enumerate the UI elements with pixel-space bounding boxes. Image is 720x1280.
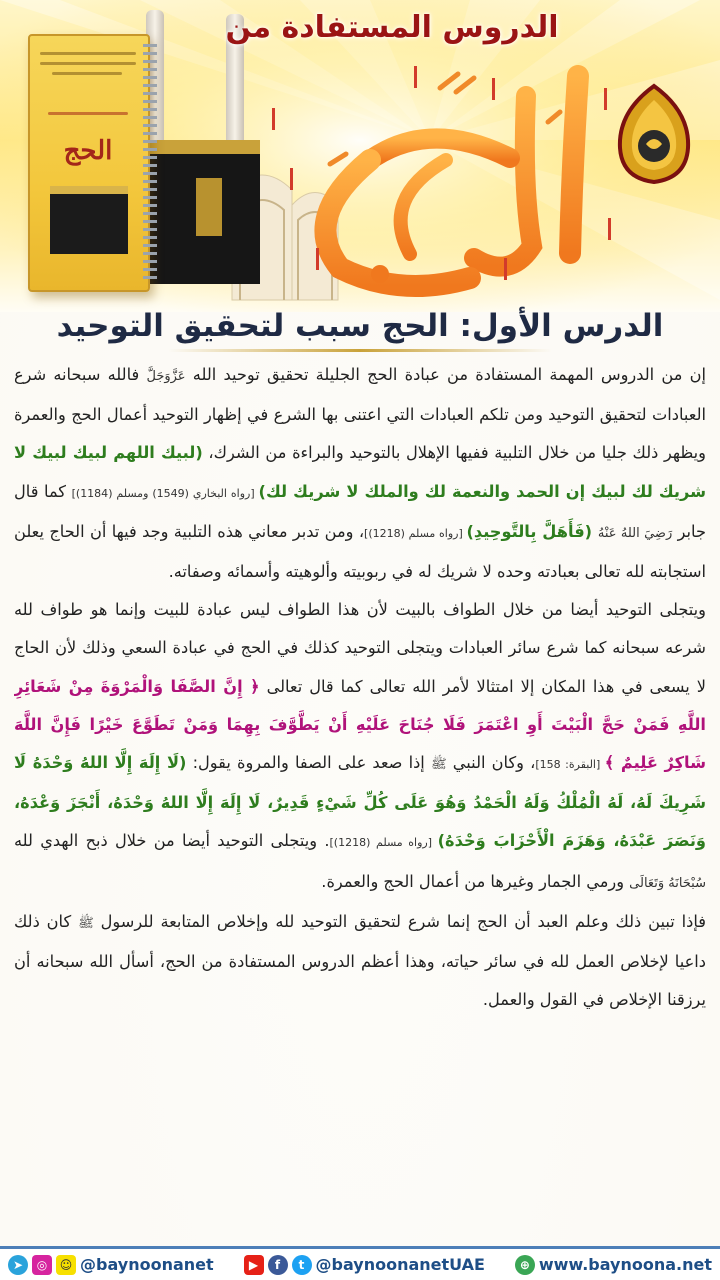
citation: [رواه مسلم (1218)]: [364, 526, 467, 540]
paragraph-3: [14, 903, 706, 1020]
accent-mark: [272, 108, 275, 130]
quran-verse: ﴿ إِنَّ الصَّفَا وَالْمَرْوَةَ مِنْ شَعَائِرِ اللَّهِ فَمَنْ حَجَّ الْبَيْتَ أَوِ اعْتَمَرَ فَلَا جُنَاحَ عَلَيْهِ أَنْ يَطَّوَّفَ بِهِمَا وَمَنْ تَطَوَّعَ خَيْرًا فَإِنَّ اللَّهَ شَاكِرٌ عَلِيمٌ ﴾: [14, 676, 706, 773]
book-kaaba-image: [50, 186, 128, 254]
instagram-icon[interactable]: ◎: [32, 1255, 52, 1275]
handle-baynoonanetUAE[interactable]: @baynoonanetUAE: [315, 1255, 485, 1274]
text: فالله سبحانه شرع العبادات لتحقيق التوحيد ومن تلكم العبادات التي اعتنى بها الشرع في إظهار التوحيد أعمال الحج والعمرة ويظهر ذلك جليا من خلال التلبية ففيها الإهلال بالتوحيد والبراءة من الشرك،: [14, 365, 706, 463]
citation: [رواه مسلم (1218)]: [329, 836, 438, 850]
honorific: ﷺ: [78, 915, 94, 931]
accent-mark: [414, 66, 417, 88]
honorific: عَزَّوَجَلَّ: [146, 369, 186, 384]
footer-group-mid: [244, 1255, 485, 1275]
paragraph-1: [14, 356, 706, 591]
honorific: سُبْحَانَهُ وَتَعَالَى: [629, 875, 706, 891]
text: إذا صعد على الصفا والمروة يقول:: [186, 753, 431, 773]
accent-mark: [290, 168, 293, 190]
book-cover-image: [28, 34, 150, 292]
text: ورمي الجمار وغيرها من أعمال الحج والعمرة.: [321, 871, 630, 891]
accent-mark: [608, 218, 611, 240]
honorific: ﷺ: [430, 757, 447, 773]
accent-mark: [492, 78, 495, 100]
facebook-icon[interactable]: f: [268, 1255, 288, 1275]
text: فإذا تبين ذلك وعلم العبد أن الحج إنما شرع لتحقيق التوحيد لله وإخلاص المتابعة للرسول: [93, 911, 706, 931]
citation: [رواه البخاري (1549) ومسلم (1184)]: [71, 486, 259, 500]
globe-icon[interactable]: ⊕: [515, 1255, 535, 1275]
text: كما قال جابر: [14, 481, 706, 541]
honorific: رَضِيَ اللهُ عَنْهُ: [597, 525, 673, 541]
telegram-icon[interactable]: ➤: [8, 1255, 28, 1275]
header-title: الدروس المستفادة من: [225, 10, 559, 45]
talbiyah-quote: (لبيك اللهم لبيك لبيك لا شريك لك لبيك إن الحمد والنعمة لك والملك لا شريك لك): [14, 443, 706, 501]
book-title: الحج: [63, 136, 113, 166]
lesson-heading: الدرس الأول: الحج سبب لتحقيق التوحيد: [56, 308, 664, 344]
text: . ويتجلى التوحيد أيضا من خلال ذبح الهدي لله: [14, 831, 330, 851]
book-text-line: [40, 62, 136, 65]
citation: [البقرة: 158]: [535, 758, 605, 772]
footer-group-right: [515, 1255, 712, 1275]
paragraph-2: [14, 591, 706, 903]
text: ، ومن تدبر معاني هذه التلبية وجد فيها أن الحاج يعلن استجابته لله تعالى بعبادته وحده لا شريك له في ربوبيته وألوهيته وأسمائه وصفاته.: [14, 521, 706, 582]
article-body: [14, 356, 706, 1236]
baynoona-logo-icon: [604, 78, 704, 188]
website-link[interactable]: www.baynoona.net: [538, 1255, 712, 1274]
book-text-line: [40, 52, 136, 55]
twitter-icon[interactable]: t: [292, 1255, 312, 1275]
social-footer: [0, 1246, 720, 1280]
hajj-calligraphy: [260, 48, 640, 298]
header-banner: [0, 0, 720, 312]
text: إن من الدروس المهمة المستفادة من عبادة الحج الجليلة تحقيق توحيد الله: [185, 365, 706, 384]
hadith-quote: (لَا إِلَهَ إِلَّا اللهُ وَحْدَهُ لَا شَرِيكَ لَهُ، لَهُ الْمُلْكُ وَلَهُ الْحَمْدُ وَهُوَ عَلَى كُلِّ شَيْءٍ قَدِيرٌ، لَا إِلَهَ إِلَّا اللهُ وَحْدَهُ، أَنْجَزَ وَعْدَهُ، وَنَصَرَ عَبْدَهُ، وَهَزَمَ الْأَحْزَابَ وَحْدَهُ): [14, 753, 706, 851]
accent-mark: [316, 248, 319, 270]
kaaba-door: [196, 178, 222, 236]
handle-baynoonanet[interactable]: @baynoonanet: [80, 1255, 214, 1274]
footer-group-left: [8, 1255, 214, 1275]
hadith-quote: (فَأَهَلَّ بِالتَّوحِيدِ): [466, 521, 598, 541]
text: ويتجلى التوحيد أيضا من خلال الطواف بالبيت لأن هذا الطواف ليس عبادة للبيت وإنما هو طواف لله شرعه سبحانه كما شرع سائر العبادات ويتجلى التوحيد كذلك في الحج في عبادة السعي وذلك لأن الحاج لا يسعى في هذا المكان إلا امتثالا لأمر الله تعالى كما قال تعالى: [14, 600, 706, 696]
text: ، وكان النبي: [446, 753, 536, 773]
text: كان ذلك داعيا لإخلاص العمل لله في سائر حياته، وهذا أعظم الدروس المستفادة من الحج، أسأل الله سبحانه أن يرزقنا الإخلاص في القول والعمل.: [14, 911, 706, 1010]
book-text-line: [52, 72, 122, 75]
heading-underline: [168, 349, 552, 352]
accent-mark: [504, 258, 507, 280]
book-spiral: [143, 44, 157, 280]
jeem-dot: [371, 265, 389, 283]
snapchat-icon[interactable]: ☺: [56, 1255, 76, 1275]
book-text-line: [48, 112, 128, 115]
youtube-icon[interactable]: ▶: [244, 1255, 264, 1275]
